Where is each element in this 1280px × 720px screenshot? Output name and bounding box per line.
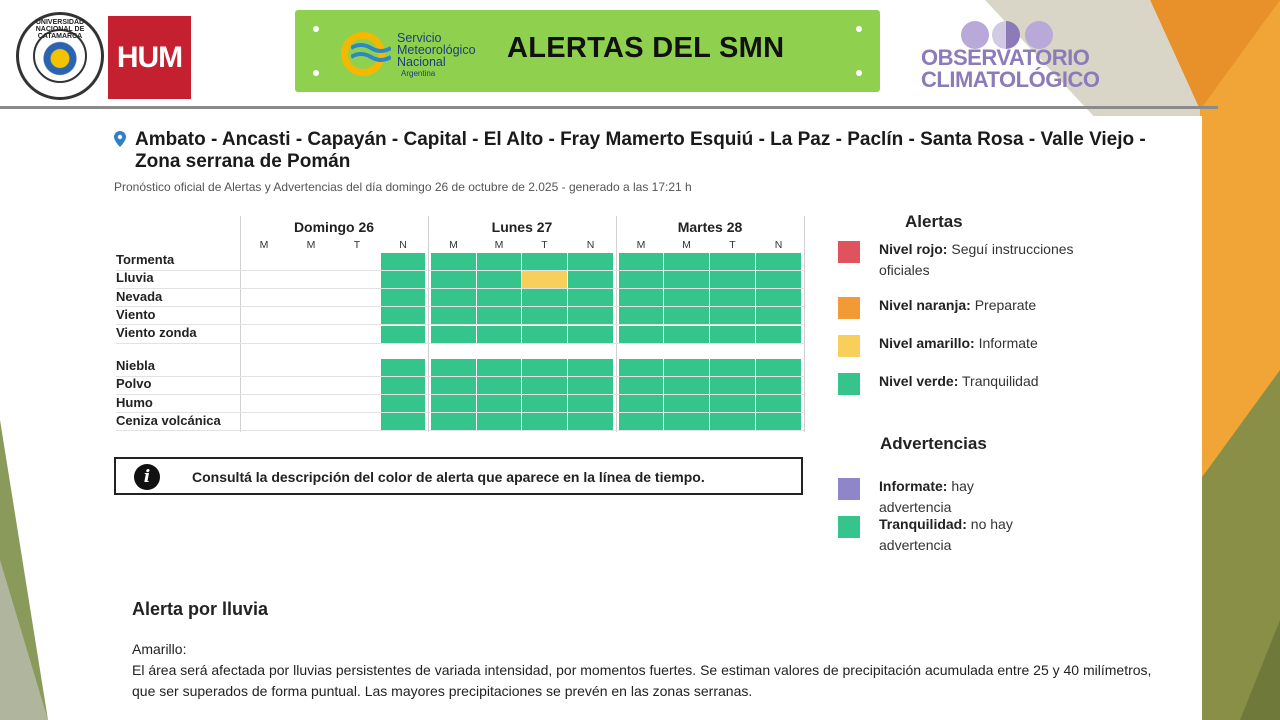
row-label: Lluvia <box>116 270 154 286</box>
row-label: Viento <box>116 306 156 322</box>
alert-cell-verde <box>710 377 755 394</box>
alert-cell-verde <box>477 307 521 324</box>
alert-description: El área será afectada por lluvias persistentes de variada intensidad, por momentos fuertes. Se estiman valores de precipitación acumulada entre 25 y 40 milímetros, que ser superados de forma puntual. Las mayores precipitaciones se prevén en las zonas serranas. <box>132 662 1152 699</box>
alert-cell-verde <box>756 395 801 412</box>
alert-cell-verde <box>619 289 663 306</box>
alert-cell-verde <box>477 289 521 306</box>
alert-cell-verde <box>664 413 709 430</box>
info-text: Consultá la descripción del color de alerta que aparece en la línea de tiempo. <box>192 469 705 485</box>
alert-cell-verde <box>568 289 613 306</box>
alert-cell-verde <box>431 395 476 412</box>
period-label: M <box>682 239 691 251</box>
alert-cell-verde <box>619 359 663 376</box>
location-title: Ambato - Ancasti - Capayán - Capital - El Alto - Fray Mamerto Esquiú - La Paz - Paclín - Santa Rosa - Valle Viejo - Zona serrana de Pomán <box>135 129 1146 172</box>
day-divider <box>804 216 805 432</box>
location-pin-icon <box>114 131 126 147</box>
period-label: M <box>636 239 646 251</box>
alert-cell-verde <box>522 359 567 376</box>
row-label: Viento zonda <box>116 325 197 341</box>
observatorio-logo-text: OBSERVATORIO CLIMATOLÓGICO <box>921 45 1100 92</box>
alert-cell-verde <box>756 307 801 324</box>
alert-cell-verde <box>664 377 709 394</box>
alert-cell-verde <box>568 377 613 394</box>
row-label: Polvo <box>116 376 152 392</box>
alert-cell-verde <box>477 377 521 394</box>
alert-cell-verde <box>477 253 521 270</box>
alert-cell-verde <box>568 413 613 430</box>
period-label: T <box>353 239 361 251</box>
legend-swatch <box>838 335 860 357</box>
alert-cell-verde <box>710 271 755 288</box>
banner-dot-icon <box>856 70 862 76</box>
legend-item: Nivel rojo: Seguí instrucciones oficiales <box>879 241 1074 278</box>
alert-cell-verde <box>477 395 521 412</box>
alert-cell-verde <box>619 253 663 270</box>
alert-cell-verde <box>477 359 521 376</box>
alert-cell-verde <box>664 253 709 270</box>
alert-cell-verde <box>710 253 755 270</box>
day-header: Domingo 26 <box>293 219 375 235</box>
legend-swatch <box>838 516 860 538</box>
legend-swatch <box>838 373 860 395</box>
row-label: Ceniza volcánica <box>116 412 221 428</box>
alert-cell-verde <box>431 413 476 430</box>
period-label: N <box>399 239 407 251</box>
header-divider <box>0 106 1218 109</box>
alert-cell-verde <box>568 395 613 412</box>
alert-cell-verde <box>756 289 801 306</box>
alert-cell-verde <box>522 289 567 306</box>
alert-cell-verde <box>522 307 567 324</box>
legend-swatch <box>838 478 860 500</box>
alert-heading: Alerta por lluvia <box>132 599 269 619</box>
legend-swatch <box>838 297 860 319</box>
alert-cell-verde <box>522 377 567 394</box>
alert-cell-verde <box>756 326 801 343</box>
alert-cell-verde <box>619 271 663 288</box>
alert-cell-verde <box>381 326 425 343</box>
row-label: Tormenta <box>116 252 175 267</box>
legend-item: Nivel verde: Tranquilidad <box>879 373 1039 389</box>
alert-cell-verde <box>710 326 755 343</box>
alert-cell-verde <box>522 413 567 430</box>
banner-title: ALERTAS DEL SMN <box>507 32 785 64</box>
alert-cell-verde <box>619 413 663 430</box>
alert-cell-verde <box>619 326 663 343</box>
alert-cell-verde <box>477 413 521 430</box>
alert-cell-verde <box>381 307 425 324</box>
smn-waves-icon <box>351 42 391 68</box>
row-label: Niebla <box>116 358 156 373</box>
alert-cell-verde <box>619 377 663 394</box>
row-label: Humo <box>116 394 153 410</box>
alert-cell-verde <box>568 326 613 343</box>
alert-cell-verde <box>431 271 476 288</box>
alert-cell-verde <box>568 253 613 270</box>
legend-item: Nivel naranja: Preparate <box>879 297 1037 313</box>
alert-cell-verde <box>756 413 801 430</box>
alert-cell-verde <box>664 395 709 412</box>
alert-cell-verde <box>568 307 613 324</box>
alert-cell-verde <box>431 307 476 324</box>
alert-cell-verde <box>664 307 709 324</box>
alert-cell-verde <box>431 377 476 394</box>
row-separator <box>116 430 804 431</box>
alert-cell-verde <box>619 307 663 324</box>
period-label: N <box>586 239 595 251</box>
unca-logo <box>16 12 104 100</box>
alert-cell-verde <box>381 377 425 394</box>
period-label: N <box>774 239 783 251</box>
period-label: M <box>449 239 458 251</box>
banner-dot-icon <box>313 70 319 76</box>
alert-cell-amarillo <box>522 271 567 288</box>
alert-cell-verde <box>522 395 567 412</box>
alert-cell-verde <box>381 395 425 412</box>
alert-level: Amarillo: <box>132 641 187 657</box>
alert-cell-verde <box>381 359 425 376</box>
period-label: M <box>306 239 316 251</box>
alert-cell-verde <box>710 359 755 376</box>
legend-item: Informate: hay advertencia <box>879 478 974 515</box>
period-label: T <box>541 239 548 251</box>
alert-cell-verde <box>477 326 521 343</box>
alert-cell-verde <box>756 359 801 376</box>
alert-cell-verde <box>381 253 425 270</box>
alert-cell-verde <box>522 253 567 270</box>
row-label: Nevada <box>116 288 163 304</box>
alert-cell-verde <box>710 289 755 306</box>
alert-cell-verde <box>664 289 709 306</box>
period-label: M <box>494 239 504 251</box>
banner-dot-icon <box>313 26 319 32</box>
alert-cell-verde <box>756 271 801 288</box>
banner-dot-icon <box>856 26 862 32</box>
alert-cell-verde <box>664 359 709 376</box>
alert-cell-verde <box>431 253 476 270</box>
alert-cell-verde <box>431 326 476 343</box>
alert-cell-verde <box>381 413 425 430</box>
alert-cell-verde <box>710 395 755 412</box>
alert-cell-verde <box>568 271 613 288</box>
alert-cell-verde <box>710 413 755 430</box>
forecast-subtitle: Pronóstico oficial de Alertas y Advertencias del día domingo 26 de octubre de 2.025 - generado a las 17:21 h <box>114 180 692 194</box>
alert-cell-verde <box>756 253 801 270</box>
legend-alertas-title: Alertas <box>905 212 963 231</box>
unca-logo-text: UNIVERSIDAD NACIONAL DE CATAMARCA <box>35 19 85 40</box>
info-box <box>114 457 803 495</box>
legend-advertencias-title: Advertencias <box>880 434 987 453</box>
day-header: Lunes 27 <box>491 219 553 235</box>
alert-cell-verde <box>381 289 425 306</box>
legend-swatch <box>838 241 860 263</box>
smn-logo-text: Servicio Meteorológico Nacional Argentina <box>397 31 476 78</box>
legend-item: Tranquilidad: no hay advertencia <box>879 516 1013 553</box>
alert-cell-verde <box>568 359 613 376</box>
alert-cell-verde <box>664 271 709 288</box>
alert-cell-verde <box>756 377 801 394</box>
period-label: M <box>259 239 269 251</box>
alert-cell-verde <box>431 359 476 376</box>
info-icon: i <box>134 464 160 490</box>
row-separator <box>116 343 804 344</box>
day-header: Martes 28 <box>677 219 743 235</box>
alert-cell-verde <box>381 271 425 288</box>
alert-cell-verde <box>431 289 476 306</box>
period-label: T <box>729 239 736 251</box>
smn-banner <box>295 10 880 92</box>
alert-cell-verde <box>522 326 567 343</box>
alert-cell-verde <box>664 326 709 343</box>
legend-item: Nivel amarillo: Informate <box>879 335 1038 351</box>
alert-cell-verde <box>619 395 663 412</box>
alert-cell-verde <box>477 271 521 288</box>
hum-logo: HUM <box>108 16 191 99</box>
alert-cell-verde <box>710 307 755 324</box>
